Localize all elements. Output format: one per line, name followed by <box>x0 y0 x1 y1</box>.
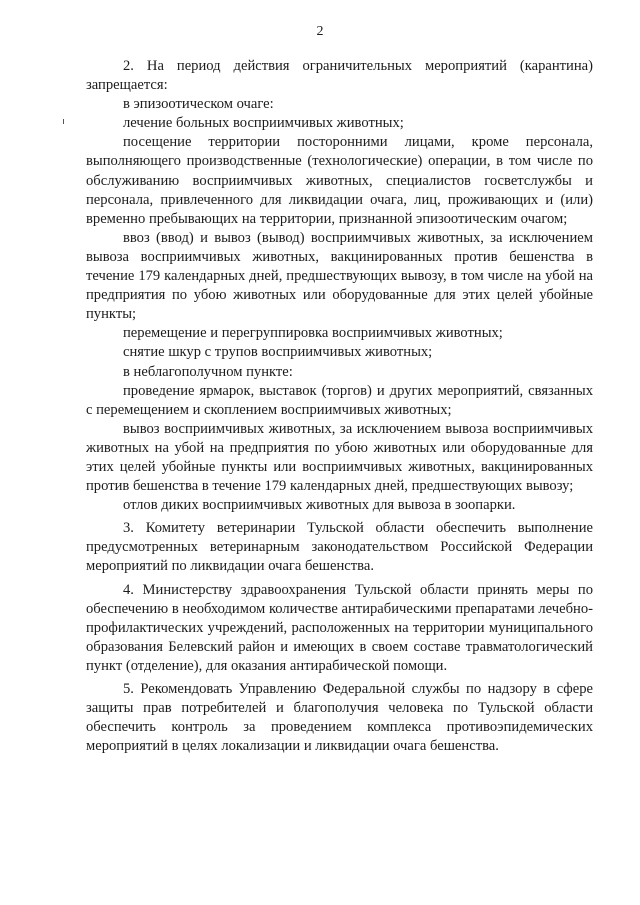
paragraph-removal-ban: вывоз восприимчивых животных, за исключением вывоза восприимчивых животных на убой на предприятия по убою животных или оборудованные для этих целей убойные пункты или восприимчивых животных, вакцинированных против бешенства в течение 179 календарных дней, предшествующих вывозу; <box>86 420 593 495</box>
page-number: 2 <box>316 24 324 39</box>
paragraph-2-intro: 2. На период действия ограничительных мероприятий (карантина) запрещается: <box>86 58 593 94</box>
paragraph-treatment-ban: лечение больных восприимчивых животных; <box>123 115 404 132</box>
scan-mark <box>63 119 64 124</box>
paragraph-regrouping-ban: перемещение и перегруппировка восприимчивых животных; <box>123 325 503 342</box>
document-body <box>86 57 593 756</box>
paragraph-in-affected-area: в неблагополучном пункте: <box>123 363 293 380</box>
paragraph-skinning-ban: снятие шкур с трупов восприимчивых животных; <box>123 344 433 361</box>
paragraph-import-export-ban: ввоз (ввод) и вывоз (вывод) восприимчивых животных, за исключением вывоза восприимчивых животных, вакцинированных против бешенства в течение 179 календарных дней, предшествующих вывозу, в том числе на убой на предприятия по убою животных или оборудованные для этих целей убойные пункты; <box>86 229 593 323</box>
paragraph-visit-ban: посещение территории посторонними лицами, кроме персонала, выполняющего производственные (технологические) операции, в том числе по обслуживанию восприимчивых животных, специалистов госветслужбы и персонала, привлеченного для ликвидации очага, лиц, проживающих и (или) временно пребывающих на территории, признанной эпизоотическим очагом; <box>86 134 593 227</box>
paragraph-4: 4. Министерству здравоохранения Тульской области принять меры по обеспечению в необходимом количестве антирабическими препаратами лечебно-профилактических учреждений, расположенных на территории муниципального образования Белевский район и имеющих в своем составе травматологический пункт (отделение), для оказания антирабической помощи. <box>86 581 593 674</box>
paragraph-5: 5. Рекомендовать Управлению Федеральной службы по надзору в сфере защиты прав потребителей и благополучия человека по Тульской области обеспечить контроль за проведением комплекса противоэпидемических мероприятий в целях локализации и ликвидации очага бешенства. <box>86 681 593 755</box>
paragraph-3: 3. Комитету ветеринарии Тульской области обеспечить выполнение предусмотренных ветеринарным законодательством Российской Федерации мероприятий по ликвидации очага бешенства. <box>86 520 593 575</box>
paragraph-in-focus: в эпизоотическом очаге: <box>123 96 274 113</box>
paragraph-wild-animals-ban: отлов диких восприимчивых животных для вывоза в зоопарки. <box>123 497 516 514</box>
paragraph-fairs-ban: проведение ярмарок, выставок (торгов) и других мероприятий, связанных с перемещением и скоплением восприимчивых животных; <box>86 382 593 418</box>
